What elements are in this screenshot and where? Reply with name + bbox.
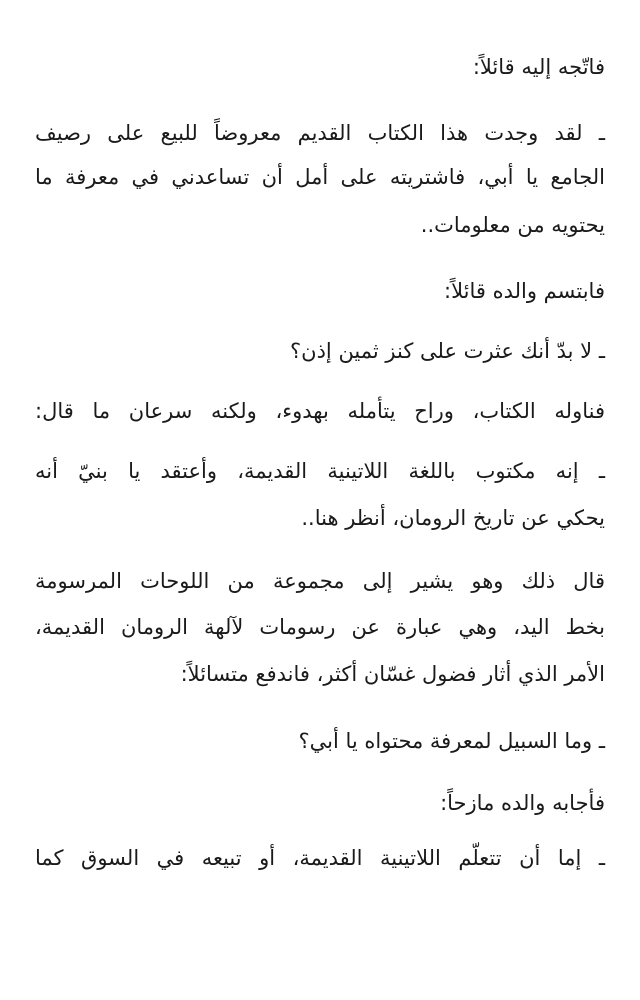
text-line-6: ـ لا بدّ أنك عثرت على كنز ثمين إذن؟	[290, 339, 605, 363]
text-line-7: فناوله الكتاب، وراح يتأمله بهدوء، ولكنه سرعان ما قال:	[35, 399, 605, 423]
text-line-3: الجامع يا أبي، فاشتريته على أمل أن تساعدني في معرفة ما	[35, 165, 605, 189]
text-line-13: ـ وما السبيل لمعرفة محتواه يا أبي؟	[298, 729, 605, 753]
text-line-10: قال ذلك وهو يشير إلى مجموعة من اللوحات المرسومة	[35, 569, 605, 593]
text-line-4: يحتويه من معلومات..	[420, 213, 605, 237]
text-line-9: يحكي عن تاريخ الرومان، أنظر هنا..	[301, 506, 605, 530]
text-line-14: فأجابه والده مازحاً:	[440, 791, 605, 815]
text-line-8: ـ إنه مكتوب باللغة اللاتينية القديمة، وأعتقد يا بنيّ أنه	[35, 459, 605, 483]
text-line-5: فابتسم والده قائلاً:	[444, 279, 605, 303]
text-line-11: بخط اليد، وهي عبارة عن رسومات لآلهة الرومان القديمة،	[35, 615, 605, 639]
text-line-2: ـ لقد وجدت هذا الكتاب القديم معروضاً للبيع على رصيف	[35, 121, 605, 145]
text-line-15: ـ إما أن تتعلّم اللاتينية القديمة، أو تبيعه في السوق كما	[35, 846, 605, 870]
text-line-12: الأمر الذي أثار فضول غسّان أكثر، فاندفع متسائلاً:	[180, 662, 605, 686]
text-line-1: فاتّجه إليه قائلاً:	[472, 55, 605, 79]
